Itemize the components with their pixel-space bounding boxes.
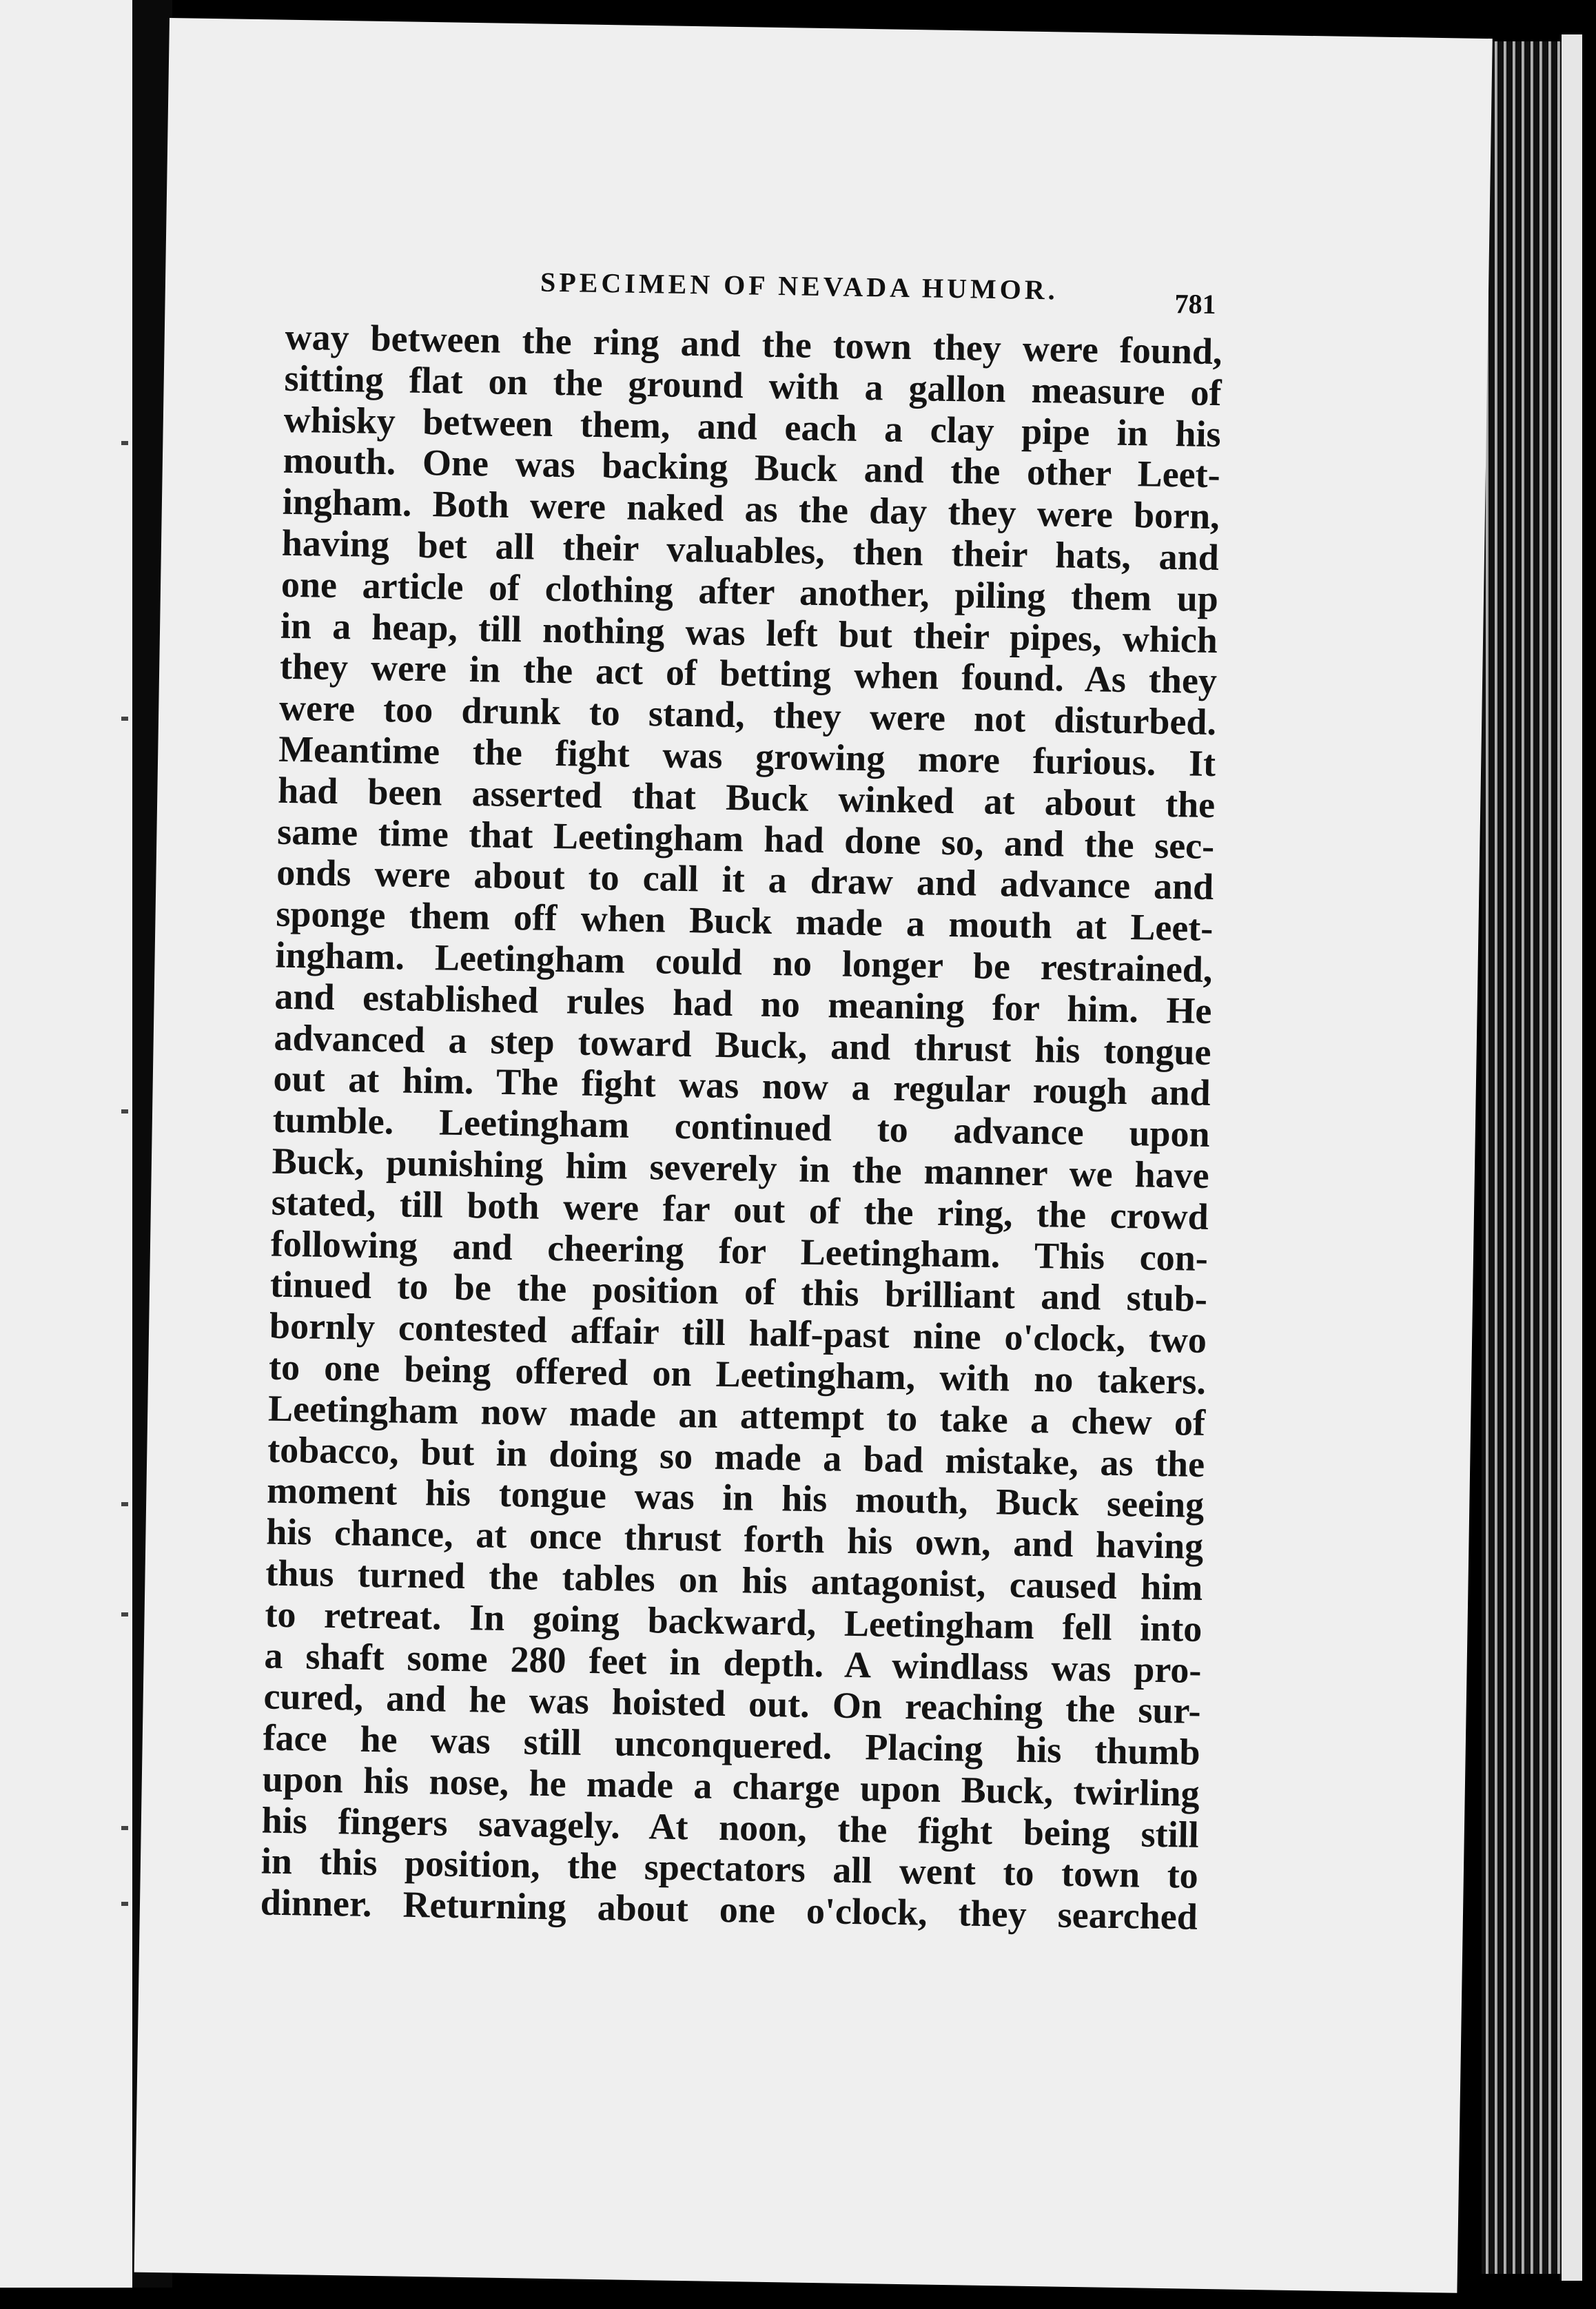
text-line: had been asserted that Buck winked at about the (277, 769, 1216, 825)
text-line: stated, till both were far out of the ring, the crowd (271, 1181, 1209, 1238)
text-line: Buck, punishing him severely in the manner we have (272, 1140, 1210, 1196)
text-line: tinued to be the position of this brilliant and stub- (269, 1263, 1208, 1320)
text-line: thus turned the tables on his antagonist, caused him (265, 1552, 1203, 1608)
text-line: whisky between them, and each a clay pipe in his (283, 398, 1222, 455)
text-line: mouth. One was backing Buck and the other Leet- (283, 440, 1221, 496)
text-line: one article of clothing after another, piling them up (280, 563, 1219, 619)
text-line: they were in the act of betting when found. As they (279, 646, 1218, 702)
text-line: sponge them off when Buck made a mouth at Leet- (275, 892, 1214, 950)
text-line: to one being offered on Leetingham, with no takers. (268, 1346, 1207, 1402)
text-line: out at him. The fight was now a regular rough and (273, 1058, 1211, 1114)
text-line: Meantime the fight was growing more furious. It (278, 728, 1216, 785)
text-line: onds were about to call it a draw and advance and (276, 852, 1214, 908)
text-line: following and cheering for Leetingham. This con- (270, 1222, 1209, 1279)
running-header: SPECIMEN OF NEVADA HUMOR. (540, 266, 1059, 306)
text-line: face he was still unconquered. Placing his thumb (263, 1716, 1200, 1773)
page-number: 781 (1174, 288, 1216, 320)
text-line: his fingers savagely. At noon, the fight being still (261, 1799, 1200, 1856)
text-line: his chance, at once thrust forth his own, and having (265, 1510, 1204, 1568)
text-line: cured, and he was hoisted out. On reaching the sur- (263, 1675, 1201, 1732)
text-line: dinner. Returning about one o'clock, they searched (260, 1881, 1198, 1938)
body-text (260, 317, 1222, 1938)
text-line: bornly contested affair till half-past nine o'clock, two (269, 1304, 1207, 1362)
text-line: way between the ring and the town they were found, (285, 316, 1222, 373)
text-line: sitting flat on the ground with a gallon measure of (284, 357, 1222, 413)
text-line: to retreat. In going backward, Leetingham fell into (265, 1593, 1203, 1650)
text-line: Leetingham now made an attempt to take a chew of (267, 1387, 1206, 1444)
text-line: upon his nose, he made a charge upon Buck, twirling (262, 1758, 1200, 1814)
text-line: having bet all their valuables, then their hats, and (281, 522, 1220, 579)
text-line: moment his tongue was in his mouth, Buck seeing (266, 1469, 1205, 1526)
text-line: in this position, the spectators all went to town to (260, 1840, 1199, 1897)
text-line: same time that Leetingham had done so, and the sec- (276, 810, 1215, 867)
text-line: tobacco, but in doing so made a bad mistake, as the (267, 1428, 1205, 1485)
text-line: advanced a step toward Buck, and thrust his tongue (274, 1016, 1211, 1073)
text-line: ingham. Leetingham could no longer be restrained, (275, 934, 1213, 990)
text-line: in a heap, till nothing was left but their pipes, which (280, 604, 1218, 661)
text-line: and established rules had no meaning for him. He (274, 975, 1212, 1032)
text-line: tumble. Leetingham continued to advance upon (272, 1098, 1211, 1156)
text-line: ingham. Both were naked as the day they were born, (282, 480, 1220, 537)
text-line: were too drunk to stand, they were not disturbed. (278, 686, 1217, 743)
text-line: a shaft some 280 feet in depth. A windlass was pro- (264, 1634, 1202, 1691)
